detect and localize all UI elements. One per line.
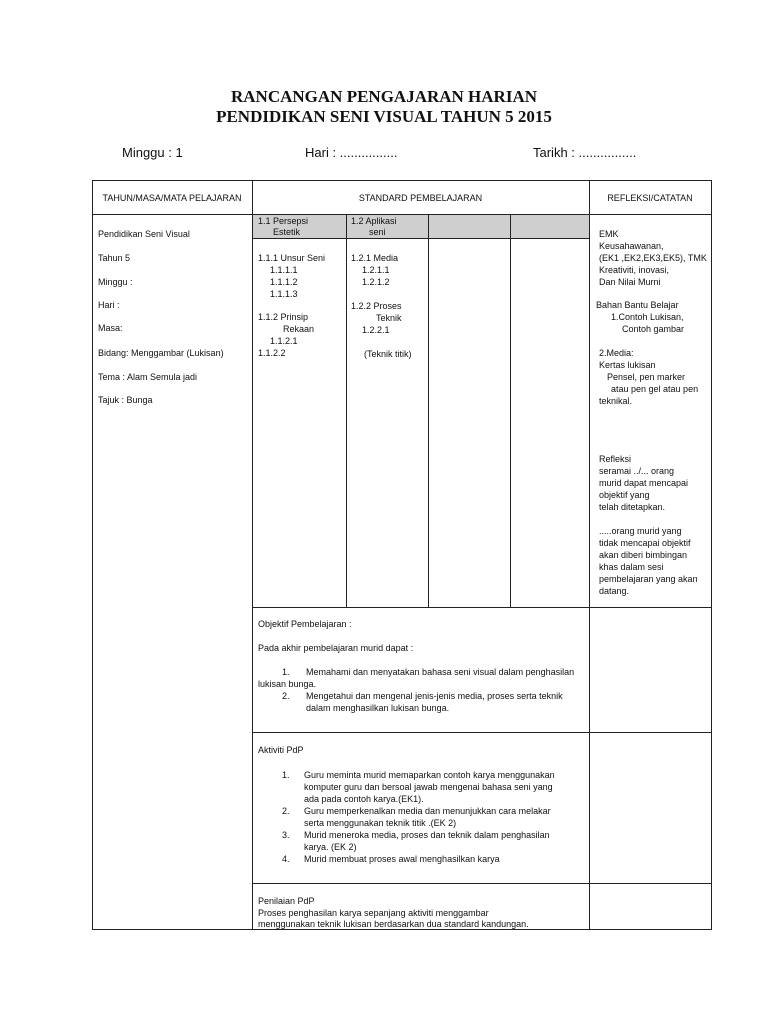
- column-header-subject: TAHUN/MASA/MATA PELAJARAN: [102, 193, 242, 203]
- document-title-line1: RANCANGAN PENGAJARAN HARIAN: [231, 87, 537, 106]
- standard-item: 1.1.1.3: [270, 289, 298, 299]
- standard-item: (Teknik titik): [364, 349, 412, 359]
- objective-intro: Pada akhir pembelajaran murid dapat :: [258, 643, 414, 653]
- activity-heading: Aktiviti PdP: [258, 745, 304, 755]
- reflection-line: seramai ../... orang: [599, 466, 675, 476]
- day-field: Hari : ................: [305, 145, 398, 160]
- document-title-line2: PENDIDIKAN SENI VISUAL TAHUN 5 2015: [216, 107, 552, 126]
- reflection-line: Kreativiti, inovasi,: [599, 265, 670, 275]
- column-header-standard: STANDARD PEMBELAJARAN: [358, 193, 483, 203]
- year-label: Tahun 5: [98, 253, 131, 263]
- activity-line: Murid meneroka media, proses dan teknik dalam penghasilan: [304, 830, 550, 840]
- reflection-line: pembelajaran yang akan: [599, 574, 698, 584]
- date-field: Tarikh : ................: [533, 145, 637, 160]
- standard-item: 1.1.1.2: [270, 277, 298, 287]
- standard-item: 1.1.1 Unsur Seni: [258, 253, 326, 263]
- field-label: Bidang: Menggambar (Lukisan): [98, 348, 224, 358]
- week-label: Minggu :: [98, 277, 133, 287]
- reflection-line: tidak mencapai objektif: [599, 538, 691, 548]
- activity-line: Murid membuat proses awal menghasilkan karya: [304, 854, 500, 864]
- standard-1-2-label: 1.2 Aplikasi: [351, 216, 397, 226]
- reflection-line: atau pen gel atau pen: [611, 384, 699, 394]
- reflection-line: teknikal.: [599, 396, 633, 406]
- objective-heading: Objektif Pembelajaran :: [258, 619, 352, 629]
- activity-num: 4.: [282, 854, 290, 864]
- objective-num: 1.: [282, 667, 290, 677]
- standard-1-2-sub: seni: [369, 227, 386, 237]
- reflection-line: Kertas lukisan: [599, 360, 656, 370]
- reflection-line: telah ditetapkan.: [599, 502, 666, 512]
- standard-item: Rekaan: [283, 324, 315, 334]
- activity-line: ada pada contoh karya.(EK1).: [304, 794, 424, 804]
- standard-item: 1.2.2 Proses: [351, 301, 402, 311]
- subject-name: Pendidikan Seni Visual: [98, 229, 190, 239]
- reflection-line: Keusahawanan,: [599, 241, 664, 251]
- refleksi-heading: Refleksi: [599, 454, 632, 464]
- activity-line: Guru memperkenalkan media dan menunjukkan cara melakar: [304, 806, 551, 816]
- activity-num: 3.: [282, 830, 290, 840]
- activity-line: komputer guru dan bersoal jawab mengenai bahasa seni yang: [304, 782, 553, 792]
- time-label: Masa:: [98, 323, 123, 333]
- objective-text: Memahami dan menyatakan bahasa seni visual dalam penghasilan: [306, 667, 575, 677]
- reflection-line: .....orang murid yang: [599, 526, 682, 536]
- standard-item: 1.1.2 Prinsip: [258, 312, 309, 322]
- objective-num: 2.: [282, 691, 290, 701]
- standard-item: Teknik: [376, 313, 402, 323]
- column-header-reflection: REFLEKSI/CATATAN: [607, 193, 693, 203]
- reflection-line: Contoh gambar: [622, 324, 685, 334]
- reflection-line: (EK1 ,EK2,EK3,EK5), TMK: [599, 253, 707, 263]
- theme-label: Tema : Alam Semula jadi: [98, 372, 198, 382]
- reflection-line: datang.: [599, 586, 630, 596]
- assessment-line: menggunakan teknik lukisan berdasarkan dua standard kandungan.: [258, 919, 529, 929]
- reflection-line: Pensel, pen marker: [607, 372, 686, 382]
- standard-item: 1.2.2.1: [362, 325, 390, 335]
- reflection-line: objektif yang: [599, 490, 650, 500]
- assessment-heading: Penilaian PdP: [258, 896, 315, 906]
- standard-item: 1.2.1.1: [362, 265, 390, 275]
- standard-item: 1.1.2.2: [258, 348, 286, 358]
- standard-item: 1.2.1.2: [362, 277, 390, 287]
- topic-label: Tajuk : Bunga: [98, 395, 153, 405]
- reflection-line: khas dalam sesi: [599, 562, 664, 572]
- activity-line: karya. (EK 2): [304, 842, 357, 852]
- standard-item: 1.2.1 Media: [351, 253, 399, 263]
- day-label: Hari :: [98, 300, 120, 310]
- reflection-line: Dan Nilai Murni: [599, 277, 661, 287]
- reflection-line: 1.Contoh Lukisan,: [611, 312, 684, 322]
- activity-line: serta menggunakan teknik titik .(EK 2): [304, 818, 457, 828]
- standard-item: 1.1.2.1: [270, 336, 298, 346]
- media-heading: 2.Media:: [599, 348, 634, 358]
- activity-num: 2.: [282, 806, 290, 816]
- objective-text: Mengetahui dan mengenal jenis-jenis media, proses serta teknik: [306, 691, 563, 701]
- standard-item: 1.1.1.1: [270, 265, 298, 275]
- week-field: Minggu : 1: [122, 145, 183, 160]
- reflection-line: murid dapat mencapai: [599, 478, 689, 488]
- standard-1-1-label: 1.1 Persepsi: [258, 216, 309, 226]
- activity-num: 1.: [282, 770, 290, 780]
- assessment-line: Proses penghasilan karya sepanjang aktiviti menggambar: [258, 908, 489, 918]
- materials-heading: Bahan Bantu Belajar: [596, 300, 679, 310]
- standard-1-1-sub: Estetik: [273, 227, 301, 237]
- activity-line: Guru meminta murid memaparkan contoh karya menggunakan: [304, 770, 555, 780]
- emk-heading: EMK: [599, 229, 619, 239]
- objective-text-cont: dalam menghasilkan lukisan bunga.: [306, 703, 450, 713]
- reflection-line: akan diberi bimbingan: [599, 550, 688, 560]
- objective-text-cont: lukisan bunga.: [258, 679, 317, 689]
